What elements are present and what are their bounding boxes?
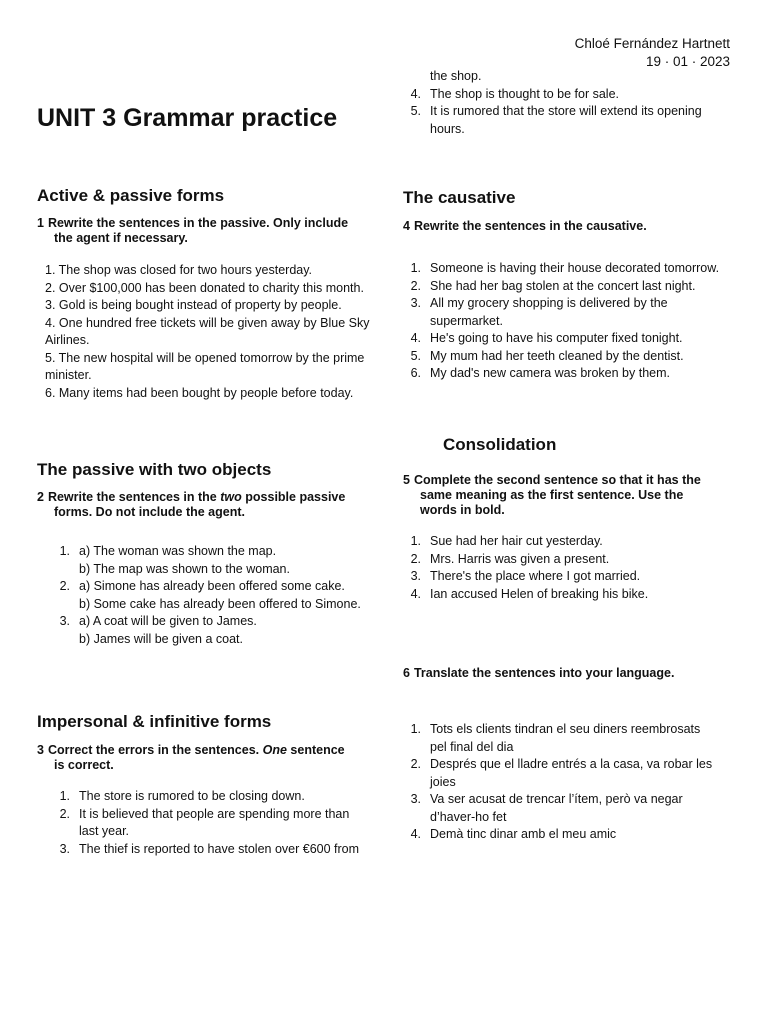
impersonal-list	[52, 788, 382, 858]
two-objects-list	[52, 543, 382, 648]
list-item: 6. My dad's new camera was broken by them.	[410, 366, 670, 380]
list-item: 2. She had her bag stolen at the concert last night.	[410, 278, 696, 293]
instruction-6: 6 Translate the sentences into your language.	[403, 666, 675, 680]
instruction-3: 3 Correct the errors in the sentences. One sentence is correct.	[37, 743, 345, 772]
list-item: 2. Mrs. Harris was given a present.	[410, 551, 610, 566]
list-item: 3. Gold is being bought instead of property by people.	[45, 298, 342, 312]
author-date: 19 · 01 · 2023	[645, 54, 730, 69]
list-item: 5. The new hospital will be opened tomorrow by the prime	[45, 350, 365, 365]
translation-list	[403, 721, 738, 844]
instruction-4: 4 Rewrite the sentences in the causative.	[403, 219, 647, 233]
instruction-2: 2 Rewrite the sentences in the two possible passive forms. Do not include the agent.	[37, 490, 346, 519]
section-heading-impersonal: Impersonal & infinitive forms	[37, 712, 272, 731]
section-heading-two-objects: The passive with two objects	[37, 460, 272, 479]
list-item: minister.	[45, 368, 92, 382]
list-item: 4. Demà tinc dinar amb el meu amic	[410, 827, 617, 841]
list-item: 1. Sue had her hair cut yesterday.	[410, 534, 603, 548]
list-item: 4. He's going to have his computer fixed tonight.	[410, 331, 683, 345]
list-item: 3. a) A coat will be given to James. b) James will be given a coat.	[59, 614, 257, 646]
list-item: 4. Ian accused Helen of breaking his bike.	[410, 586, 649, 601]
list-item: 5. My mum had her teeth cleaned by the dentist.	[410, 348, 684, 363]
author-name: Chloé Fernández Hartnett	[574, 36, 730, 51]
section-heading-consolidation: Consolidation	[443, 435, 557, 454]
list-item: 4. The shop is thought to be for sale.	[410, 86, 620, 101]
list-item: the shop.	[430, 69, 482, 83]
author-block	[575, 35, 730, 71]
list-item: 3. All my grocery shopping is delivered by the supermarket.	[410, 296, 668, 328]
list-item: 1. Tots els clients tindran el seu diners reembrosats pel final del dia	[410, 722, 701, 754]
list-item: 1. Someone is having their house decorated tomorrow.	[410, 261, 720, 275]
consolidation-list	[403, 533, 738, 603]
instruction-5: 5 Complete the second sentence so that it has the same meaning as the first sentence. Use the words in bold.	[403, 473, 701, 517]
list-item: 2. Després que el lladre entrés a la casa, va robar les joies	[410, 757, 713, 789]
list-item: 3. The thief is reported to have stolen over €600 from	[59, 841, 360, 856]
list-item: 2. Over $100,000 has been donated to charity this month.	[45, 280, 364, 295]
list-item: 1. The store is rumored to be closing down.	[59, 789, 305, 803]
list-item: 2. a) Simone has already been offered some cake. b) Some cake has already been offered to Simone.	[59, 579, 361, 611]
list-item: 4. One hundred free tickets will be given away by Blue Sky	[45, 315, 370, 330]
list-item: 5. It is rumored that the store will extend its opening hours.	[410, 104, 702, 136]
section-heading-active-passive: Active & passive forms	[37, 186, 225, 205]
list-item: 1. a) The woman was shown the map. b) The map was shown to the woman.	[59, 544, 290, 576]
list-item: 1. The shop was closed for two hours yesterday.	[45, 263, 313, 277]
page-title: UNIT 3 Grammar practice	[37, 104, 338, 132]
list-item: 6. Many items had been bought by people before today.	[45, 385, 354, 400]
active-passive-list	[45, 262, 385, 402]
list-item: 2. It is believed that people are spending more than last year.	[59, 806, 350, 838]
section-heading-causative: The causative	[403, 188, 516, 207]
impersonal-list-continued	[403, 68, 733, 138]
list-item: 3. Va ser acusat de trencar l’ítem, però va negar d’haver-ho fet	[410, 792, 683, 824]
list-item: Airlines.	[45, 333, 90, 347]
instruction-1: 1 Rewrite the sentences in the passive. Only include the agent if necessary.	[37, 216, 349, 245]
causative-list	[403, 260, 738, 383]
list-item: 3. There's the place where I got married.	[410, 569, 641, 583]
